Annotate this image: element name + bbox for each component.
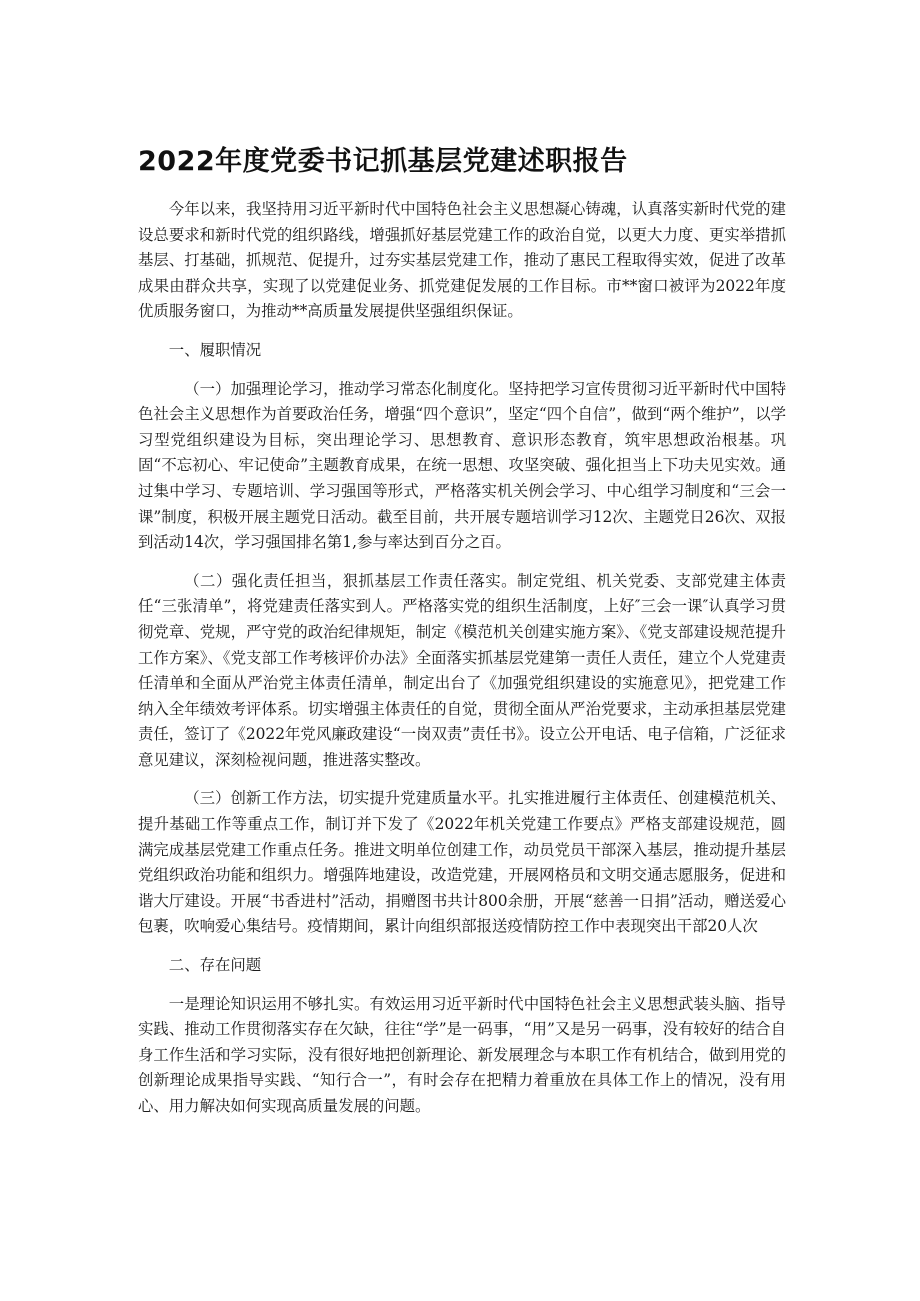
document-page <box>138 143 786 1133</box>
intro-paragraph: 今年以来，我坚持用习近平新时代中国特色社会主义思想凝心铸魂，认真落实新时代党的建设总要求和新时代党的组织路线，增强抓好基层党建工作的政治自觉，以更大力度、更实举措抓基层、打基础，抓规范、促提升，过夯实基层党建工作，推动了惠民工程取得实效，促进了改革成果由群众共享，实现了以党建促业务、抓党建促发展的工作目标。市**窗口被评为2022年度优质服务窗口，为推动**高质量发展提供坚强组织保证。 <box>138 200 786 321</box>
document-title: 2022年度党委书记抓基层党建述职报告 <box>138 146 628 177</box>
section-heading-problems: 二、存在问题 <box>168 956 262 975</box>
section-heading-performance: 一、履职情况 <box>168 340 262 359</box>
paragraph-responsibility: （二）强化责任担当，狠抓基层工作责任落实。制定党组、机关党委、支部党建主体责任“三张清单”，将党建责任落实到人。严格落实党的组织生活制度，上好″三会一课″认真学习贯彻党章、党规，严守党的政治纪律规矩，制定《模范机关创建实施方案》、《党支部建设规范提升工作方案》、《党支部工作考核评价办法》全面落实抓基层党建第一责任人责任，建立个人党建责任清单和全面从严治党主体责任清单，制定出台了《加强党组织建设的实施意见》，把党建工作纳入全年绩效考评体系。切实增强主体责任的自觉，贯彻全面从严治党要求，主动承担基层党建责任，签订了《2022年党风廉政建设“一岗双责”责任书》。设立公开电话、电子信箱，广泛征求意见建议，深刻检视问题，推进落实整改。 <box>138 571 786 769</box>
paragraph-theory-study: （一）加强理论学习，推动学习常态化制度化。坚持把学习宣传贯彻习近平新时代中国特色社会主义思想作为首要政治任务，增强“四个意识”，坚定“四个自信”，做到“两个维护”，以学习型党组织建设为目标，突出理论学习、思想教育、意识形态教育，筑牢思想政治根基。巩固“不忘初心、牢记使命”主题教育成果，在统一思想、攻坚突破、强化担当上下功夫见实效。通过集中学习、专题培训、学习强国等形式，严格落实机关例会学习、中心组学习制度和“三会一课”制度，积极开展主题党日活动。截至目前，共开展专题培训学习12次、主题党日26次、双报到活动14次，学习强国排名第1,参与率达到百分之百。 <box>138 379 786 552</box>
paragraph-work-methods: （三）创新工作方法，切实提升党建质量水平。扎实推进履行主体责任、创建模范机关、提升基础工作等重点工作，制订并下发了《2022年机关党建工作要点》严格支部建设规范，圆满完成基层党建工作重点任务。推进文明单位创建工作，动员党员干部深入基层，推动提升基层党组织政治功能和组织力。增强阵地建设，改造党建，开展网格员和文明交通志愿服务，促进和谐大厅建设。开展“书香进村”活动，捐赠图书共计800余册，开展“慈善一日捐”活动，赠送爱心包裹，吹响爱心集结号。疫情期间，累计向组织部报送疫情防控工作中表现突出干部20人次 <box>138 789 786 936</box>
paragraph-theory-application: 一是理论知识运用不够扎实。有效运用习近平新时代中国特色社会主义思想武装头脑、指导实践、推动工作贯彻落实存在欠缺，往往“学”是一码事，“用”又是另一码事，没有较好的结合自身工作生活和学习实际，没有很好地把创新理论、新发展理念与本职工作有机结合，做到用党的创新理论成果指导实践、“知行合一”，有时会存在把精力着重放在具体工作上的情况，没有用心、用力解决如何实现高质量发展的问题。 <box>138 994 786 1115</box>
